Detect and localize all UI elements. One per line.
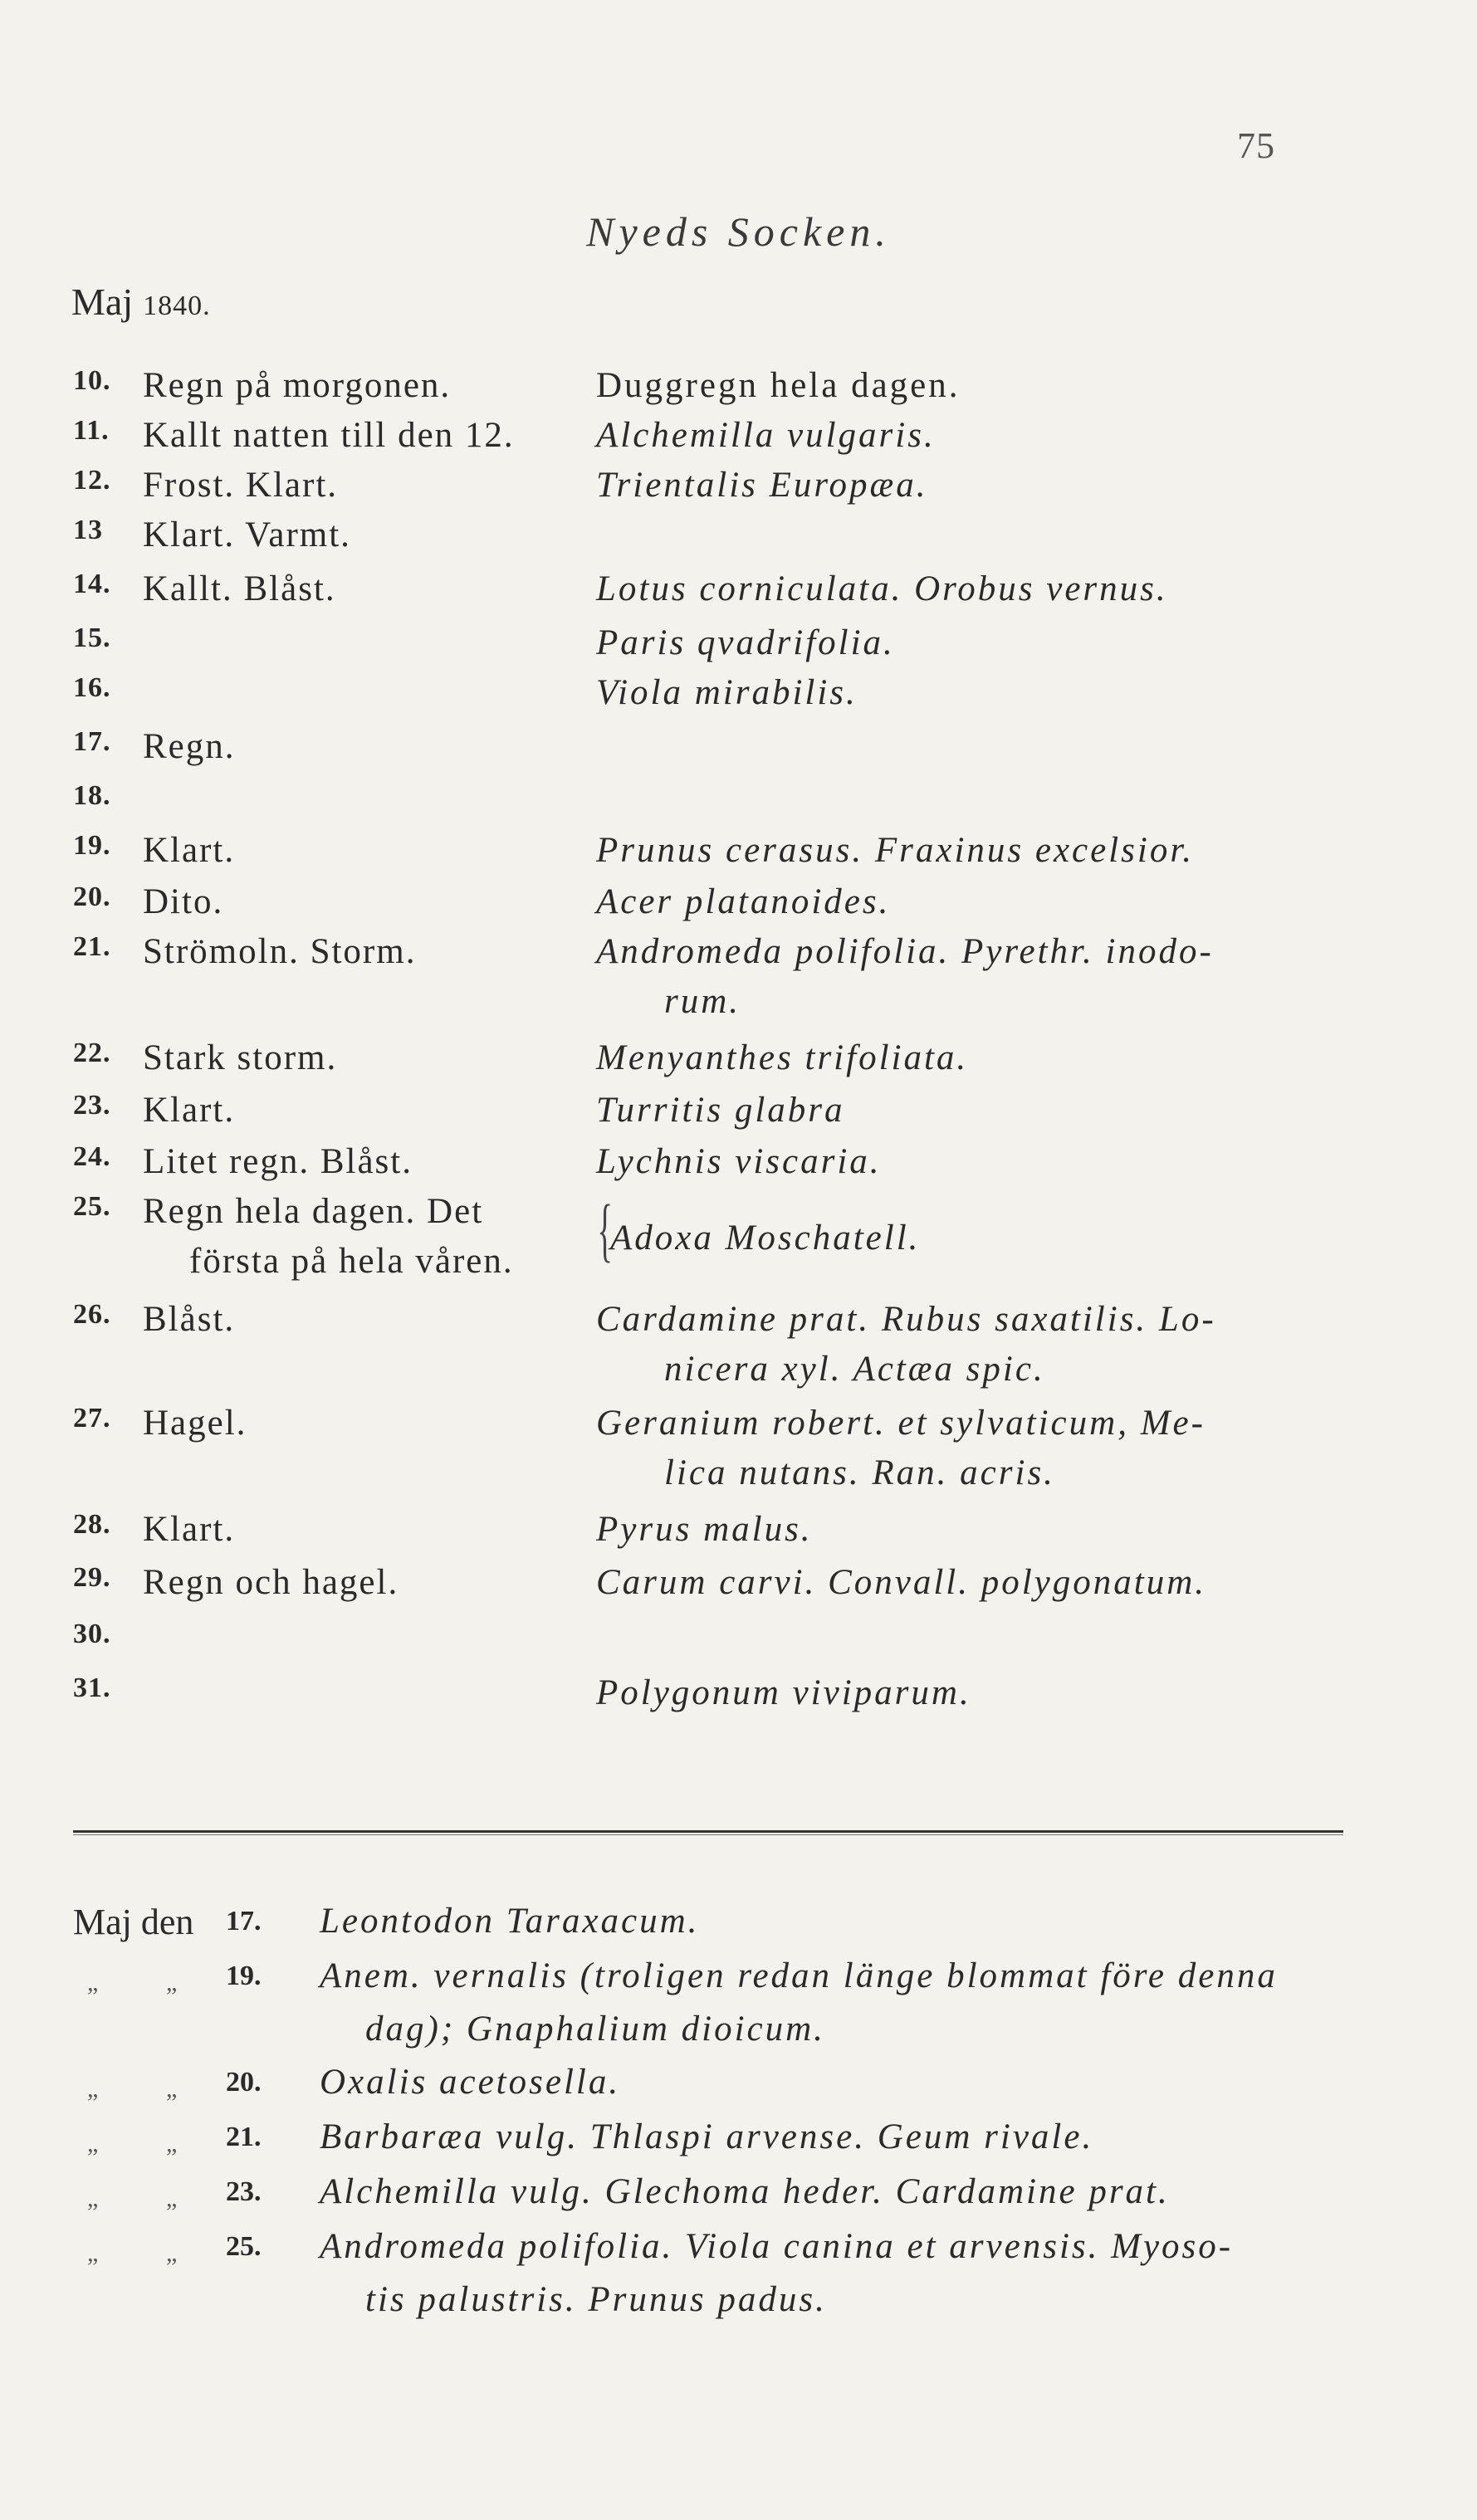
day-number: 27. xyxy=(73,1403,111,1433)
plant-note: Prunus cerasus. Fraxinus excelsior. xyxy=(596,831,1195,870)
weather-note: Litet regn. Blåst. xyxy=(143,1142,413,1181)
day-number: 13 xyxy=(73,515,103,545)
weather-note: Regn. xyxy=(143,727,236,766)
notes-text: tis palustris. Prunus padus. xyxy=(365,2280,827,2319)
plant-note: Viola mirabilis. xyxy=(596,673,858,712)
notes-text: Leontodon Taraxacum. xyxy=(320,1902,700,1941)
notes-text: Anem. vernalis (troligen redan länge blommat före denna xyxy=(320,1956,1278,1995)
plant-note: Menyanthes trifoliata. xyxy=(596,1038,969,1077)
plant-note: Trientalis Europæa. xyxy=(596,466,928,505)
notes-text: Alchemilla vulg. Glechoma heder. Cardamine prat. xyxy=(320,2172,1170,2211)
weather-note: Klart. Varmt. xyxy=(143,515,351,554)
diary-row xyxy=(0,1509,1477,1562)
day-number: 23. xyxy=(73,1090,111,1121)
diary-row-continuation xyxy=(0,1349,1477,1402)
diary-row xyxy=(0,882,1477,935)
day-number: 22. xyxy=(73,1038,111,1068)
plant-note: Pyrus malus. xyxy=(596,1510,813,1549)
ditto-mark: „ xyxy=(87,2239,99,2267)
weather-note: Frost. Klart. xyxy=(143,466,339,505)
plant-note: Andromeda polifolia. Pyrethr. inodo- xyxy=(596,932,1214,971)
day-number: 29. xyxy=(73,1562,111,1593)
weather-note: Klart. xyxy=(143,1091,236,1130)
diary-row xyxy=(0,931,1477,984)
plant-note-continuation: nicera xyl. Actæa spic. xyxy=(664,1350,1045,1389)
weather-note-continuation: första på hela våren. xyxy=(189,1242,514,1281)
diary-row xyxy=(0,1141,1477,1194)
weather-note: Dito. xyxy=(143,882,224,921)
plant-note-continuation: lica nutans. Ran. acris. xyxy=(664,1453,1055,1492)
ditto-mark: „ xyxy=(87,1969,99,1996)
ditto-mark: „ xyxy=(87,2075,99,2102)
day-number: 17. xyxy=(73,726,111,757)
day-number: 31. xyxy=(73,1673,111,1703)
day-number: 16. xyxy=(73,672,111,703)
diary-row xyxy=(0,1562,1477,1615)
notes-text: Barbaræa vulg. Thlaspi arvense. Geum rivale. xyxy=(320,2117,1094,2156)
diary-row xyxy=(0,415,1477,468)
diary-row xyxy=(0,672,1477,725)
notes-text: Oxalis acetosella. xyxy=(320,2063,621,2102)
diary-row xyxy=(0,465,1477,518)
diary-row xyxy=(0,1403,1477,1456)
weather-note: Blåst. xyxy=(143,1300,236,1339)
ditto-mark: „ xyxy=(166,1969,178,1996)
day-number: 20. xyxy=(73,882,111,912)
day-number: 12. xyxy=(73,465,111,496)
weather-note: Strömoln. Storm. xyxy=(143,932,417,971)
ditto-mark: „ xyxy=(166,2130,178,2157)
diary-row xyxy=(0,830,1477,883)
weather-note: Stark storm. xyxy=(143,1038,338,1077)
plant-note: Lotus corniculata. Orobus vernus. xyxy=(596,569,1168,608)
month-label: Maj xyxy=(71,281,134,323)
year-label: 1840. xyxy=(143,291,211,321)
notes-day: 17. xyxy=(226,1906,262,1936)
notes-day: 25. xyxy=(226,2231,262,2262)
weather-note: Kallt. Blåst. xyxy=(143,569,336,608)
diary-row xyxy=(0,1090,1477,1143)
notes-day: 23. xyxy=(226,2176,262,2207)
plant-note-continuation: rum. xyxy=(664,982,741,1021)
weather-note: Regn och hagel. xyxy=(143,1563,399,1602)
brace-mark: { xyxy=(597,1189,613,1269)
day-number: 26. xyxy=(73,1299,111,1330)
diary-row-continuation xyxy=(0,1241,1477,1294)
notes-lead-text: Maj den xyxy=(73,1902,194,1942)
notes-text: Andromeda polifolia. Viola canina et arvensis. Myoso- xyxy=(320,2227,1234,2266)
day-number: 28. xyxy=(73,1509,111,1540)
ditto-mark: „ xyxy=(87,2185,99,2212)
month-heading xyxy=(71,280,211,324)
weather-note: Klart. xyxy=(143,831,236,870)
ditto-mark: „ xyxy=(166,2185,178,2212)
plant-note: Duggregn hela dagen. xyxy=(596,366,961,405)
day-number: 21. xyxy=(73,931,111,962)
day-number: 11. xyxy=(73,415,110,446)
diary-row xyxy=(0,365,1477,418)
notes-day: 19. xyxy=(226,1961,262,1991)
plant-note: Lychnis viscaria. xyxy=(596,1142,882,1181)
notes-day: 21. xyxy=(226,2122,262,2152)
plant-note: Acer platanoides. xyxy=(596,882,891,921)
weather-note: Klart. xyxy=(143,1510,236,1549)
notes-text: dag); Gnaphalium dioicum. xyxy=(365,2010,825,2049)
day-number: 18. xyxy=(73,780,111,811)
diary-row xyxy=(0,515,1477,568)
plant-note: Cardamine prat. Rubus saxatilis. Lo- xyxy=(596,1300,1216,1339)
ditto-mark: „ xyxy=(166,2239,178,2267)
ditto-mark: „ xyxy=(87,2130,99,2157)
diary-row xyxy=(0,1038,1477,1091)
plant-note: Geranium robert. et sylvaticum, Me- xyxy=(596,1404,1206,1443)
separator-rule xyxy=(73,1830,1343,1833)
plant-note: Turritis glabra xyxy=(596,1091,845,1130)
diary-row xyxy=(0,1299,1477,1352)
plant-note: Carum carvi. Convall. polygonatum. xyxy=(596,1563,1207,1602)
day-number: 24. xyxy=(73,1141,111,1172)
day-number: 19. xyxy=(73,830,111,861)
notes-day: 20. xyxy=(226,2067,262,2098)
weather-note: Kallt natten till den 12. xyxy=(143,416,515,455)
diary-row xyxy=(0,780,1477,833)
diary-row xyxy=(0,726,1477,779)
day-number: 15. xyxy=(73,623,111,653)
weather-note: Hagel. xyxy=(143,1404,247,1443)
day-number: 14. xyxy=(73,569,111,599)
notes-lead xyxy=(73,1901,193,1943)
day-number: 25. xyxy=(73,1191,111,1222)
diary-row-continuation xyxy=(0,981,1477,1034)
page-number: 75 xyxy=(1237,125,1275,166)
diary-row xyxy=(0,1619,1477,1672)
ditto-mark: „ xyxy=(166,2075,178,2102)
plant-note: Adoxa Moschatell. xyxy=(610,1218,921,1258)
plant-note: Paris qvadrifolia. xyxy=(596,623,895,662)
weather-note: Regn hela dagen. Det xyxy=(143,1192,484,1231)
diary-row xyxy=(0,623,1477,676)
plant-note: Alchemilla vulgaris. xyxy=(596,416,936,455)
diary-row xyxy=(0,569,1477,622)
day-number: 10. xyxy=(73,365,111,396)
diary-row xyxy=(0,1673,1477,1726)
plant-note: Polygonum viviparum. xyxy=(596,1673,971,1712)
separator-rule-thin xyxy=(73,1834,1343,1835)
diary-row-continuation xyxy=(0,1453,1477,1506)
day-number: 30. xyxy=(73,1619,111,1649)
parish-title: Nyeds Socken. xyxy=(586,208,891,255)
weather-note: Regn på morgonen. xyxy=(143,366,452,405)
